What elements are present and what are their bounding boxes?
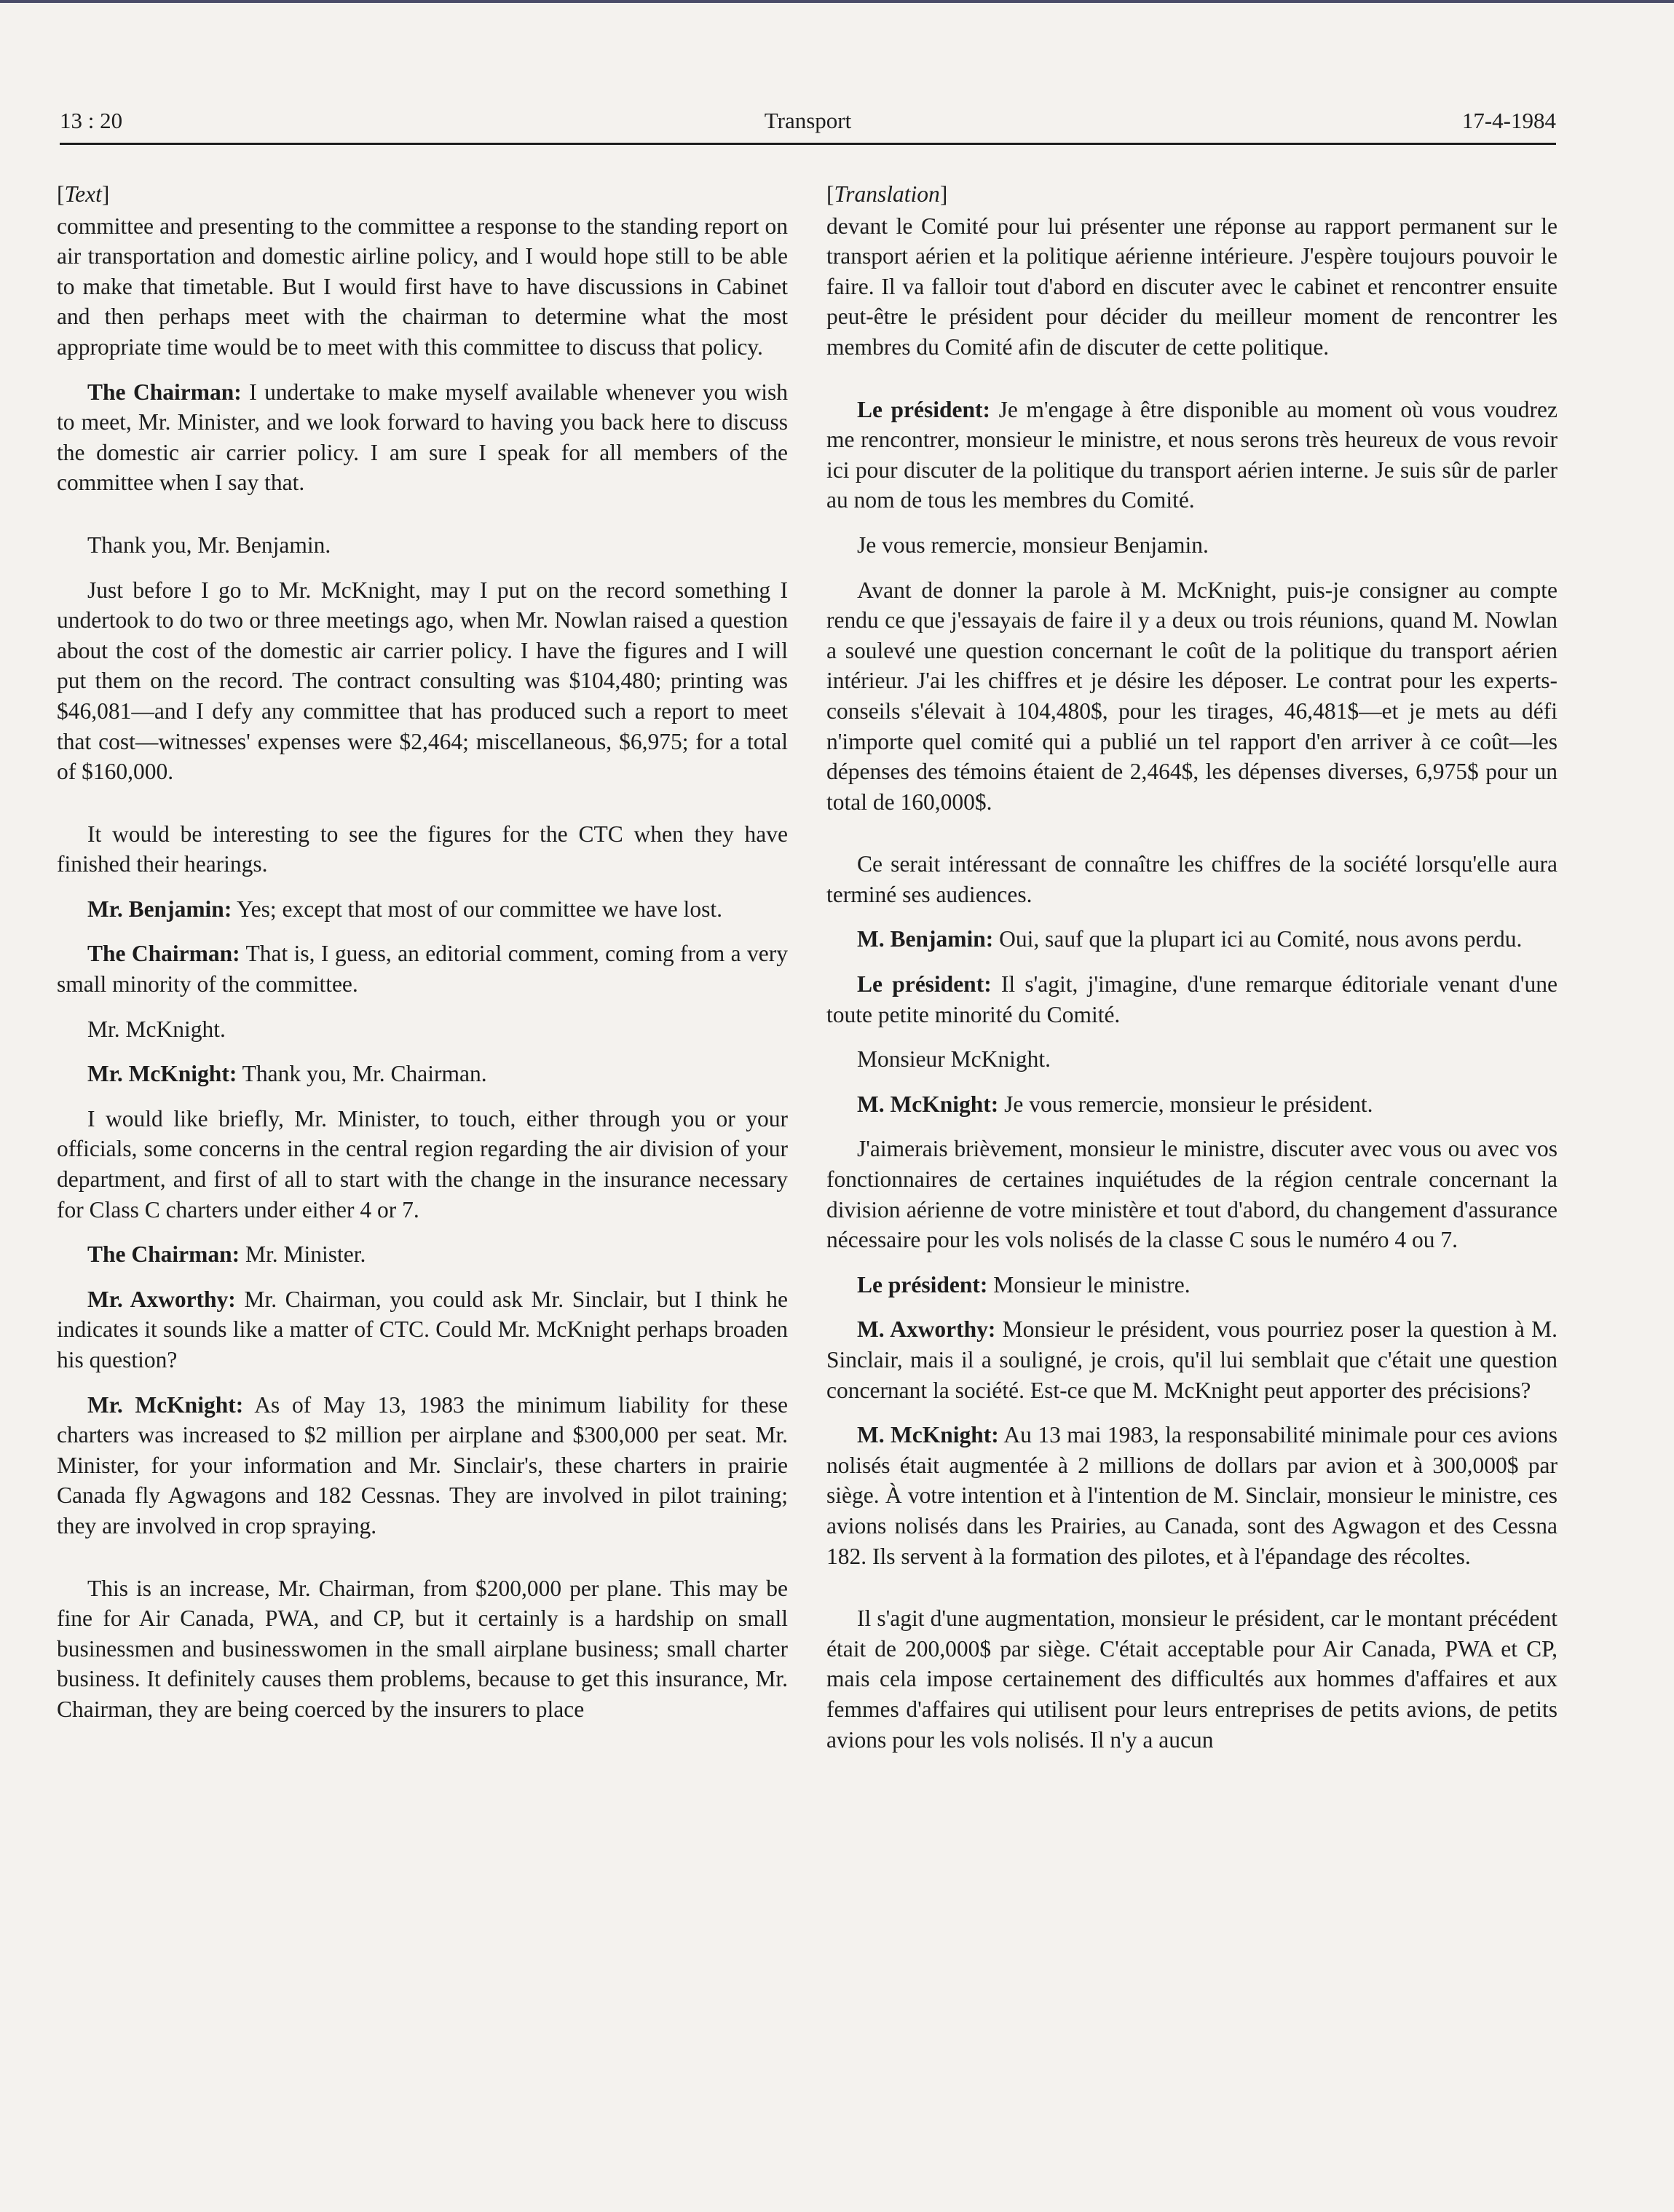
paragraph: [57, 377, 788, 498]
paragraph: [826, 1089, 1557, 1120]
column-tag-label: Text: [64, 181, 102, 207]
paragraph: [826, 1420, 1557, 1571]
speaker-name: M. McKnight:: [857, 1091, 999, 1117]
column-tag: [Translation]: [826, 181, 948, 207]
paragraph: [826, 575, 1557, 818]
speaker-name: Mr. McKnight:: [87, 1061, 237, 1087]
paragraph: [57, 530, 788, 561]
paragraph-text: Je vous remercie, monsieur Benjamin.: [857, 532, 1209, 558]
paragraph-text: This is an increase, Mr. Chairman, from $200,000 per plane. This may be fine for Air Canada, PWA, and CP, but it certainly is a hardship on small businessmen and businesswomen in the small airplane business; small charter business. It definitely causes them problems, because to get this insurance, Mr. Chairman, they are being coerced by the insurers to place: [57, 1575, 788, 1722]
paragraph-text: Thank you, Mr. Benjamin.: [87, 532, 331, 558]
paragraph: [57, 1284, 788, 1375]
running-title: Transport: [764, 108, 852, 133]
paragraph: [826, 1270, 1557, 1300]
paragraph-text: Je vous remercie, monsieur le président.: [998, 1091, 1373, 1117]
speaker-name: Le président:: [857, 1271, 988, 1297]
paragraph: [826, 1314, 1557, 1405]
paragraph: [57, 1573, 788, 1725]
speaker-name: Le président:: [857, 971, 992, 998]
paragraph: [826, 1044, 1557, 1075]
paragraph-text: Monsieur le président, vous pourriez poser la question à M. Sinclair, mais il a souligné, je crois, qu'il lui semblait que c'était une question concernant la société. Est-ce que M. McKnight peut apporter des précisions?: [826, 1316, 1557, 1403]
page-number: 13 : 20: [60, 108, 123, 133]
speaker-name: Mr. McKnight:: [87, 1391, 244, 1418]
paragraph: [826, 1603, 1557, 1755]
speaker-name: Mr. Benjamin:: [87, 896, 232, 922]
paragraph-text: Thank you, Mr. Chairman.: [237, 1061, 487, 1087]
header-rule: [60, 143, 1556, 145]
paragraph-text: Monsieur McKnight.: [857, 1046, 1051, 1073]
english-column: [57, 179, 788, 1739]
paragraph: [57, 1390, 788, 1541]
paragraph-text: J'aimerais brièvement, monsieur le ministre, discuter avec vous ou avec vos fonctionnaires de certaines inquiétudes de la région centrale concernant la division aérienne de votre ministère et tout d'abord, du changement d'assurance nécessaire pour les vols nolisés de la classe C sous le numéro 4 ou 7.: [826, 1136, 1557, 1253]
paragraph: [826, 395, 1557, 516]
paragraph: [57, 1014, 788, 1045]
paragraph-text: Monsieur le ministre.: [987, 1271, 1191, 1297]
paragraph-text: committee and presenting to the committee a response to the standing report on air transportation and domestic airline policy, and I would hope still to be able to make that timetable. But I would first have to have discussions in Cabinet and then perhaps meet with the chairman to determine what the most appropriate time would be to meet with this committee to discuss that policy.: [57, 213, 788, 360]
paragraph-text: That is, I guess, an editorial comment, coming from a very small minority of the committee.: [57, 941, 788, 998]
paragraph-text: Il s'agit, j'imagine, d'une remarque éditoriale venant d'une toute petite minorité du Comité.: [826, 971, 1557, 1027]
paragraph: [57, 1239, 788, 1270]
paragraph: [826, 849, 1557, 909]
paragraph-text: Oui, sauf que la plupart ici au Comité, nous avons perdu.: [993, 926, 1523, 952]
paragraph-text: Je m'engage à être disponible au moment où vous voudrez me rencontrer, monsieur le ministre, et nous serons très heureux de vous revoir ici pour discuter de la politique du transport aérien interne. Je suis sûr de parler au nom de tous les membres du Comité.: [826, 396, 1557, 513]
paragraph: [57, 939, 788, 999]
speaker-name: Le président:: [857, 396, 991, 422]
paragraph: [57, 1104, 788, 1225]
column-tag-label: Translation: [834, 181, 940, 207]
paragraph: [57, 819, 788, 880]
top-border: [0, 0, 1674, 3]
speaker-name: M. Axworthy:: [857, 1316, 996, 1343]
paragraph: [826, 924, 1557, 955]
paragraph: [57, 1059, 788, 1089]
paragraph: [826, 969, 1557, 1030]
paragraph: [57, 575, 788, 787]
paragraph-text: Il s'agit d'une augmentation, monsieur le président, car le montant précédent était de 200,000$ par siège. C'était acceptable pour Air Canada, PWA et CP, mais cela impose certainement des difficultés aux hommes d'affaires et aux femmes d'affaires qui utilisent pour leurs entreprises de petits avions, de petits avions pour les vols nolisés. Il n'y a aucun: [826, 1605, 1557, 1753]
paragraph-text: It would be interesting to see the figures for the CTC when they have finished their hearings.: [57, 821, 788, 877]
column-tag: [Text]: [57, 181, 110, 207]
paragraph-text: I would like briefly, Mr. Minister, to touch, either through you or your officials, some concerns in the central region regarding the air division of your department, and first of all to start with the change in the insurance necessary for Class C charters under either 4 or 7.: [57, 1105, 788, 1222]
paragraph-text: Au 13 mai 1983, la responsabilité minimale pour ces avions nolisés était augmentée à 2 millions de dollars par avion et à 300,000$ par siège. À votre intention et à l'intention de M. Sinclair, monsieur le ministre, ces avions nolisés dans les Prairies, au Canada, sont des Agwagon et des Cessna 182. Ils servent à la formation des pilotes, et à l'épandage des récoltes.: [826, 1422, 1558, 1569]
paragraph: [57, 894, 788, 925]
speaker-name: M. McKnight:: [857, 1422, 999, 1448]
paragraph-text: Mr. Minister.: [240, 1241, 366, 1268]
speaker-name: The Chairman:: [87, 1241, 240, 1268]
paragraph: [826, 211, 1557, 363]
speaker-name: The Chairman:: [87, 941, 240, 967]
paragraph-text: devant le Comité pour lui présenter une réponse au rapport permanent sur le transport aérien et la politique aérienne intérieure. J'espère toujours pouvoir le faire. Il va falloir tout d'abord en discuter avec le cabinet et rencontrer ensuite peut-être le président pour décider du meilleur moment de rencontrer les membres du Comité afin de discuter de cette politique.: [826, 213, 1557, 360]
paragraph-text: Mr. McKnight.: [87, 1016, 226, 1042]
paragraph-text: Yes; except that most of our committee we have lost.: [232, 896, 722, 922]
speaker-name: M. Benjamin:: [857, 926, 994, 952]
paragraph-text: Just before I go to Mr. McKnight, may I put on the record something I undertook to do two or three meetings ago, when Mr. Nowlan raised a question about the cost of the domestic air carrier policy. I have the figures and I will put them on the record. The contract consulting was $104,480; printing was $46,081—and I defy any committee that has produced such a report to meet that cost—witnesses' expenses were $2,464; miscellaneous, $6,975; for a total of $160,000.: [57, 577, 788, 785]
paragraph-text: Mr. Chairman, you could ask Mr. Sinclair, but I think he indicates it sounds like a matter of CTC. Could Mr. McKnight perhaps broaden his question?: [57, 1286, 789, 1372]
paragraph: [826, 530, 1557, 561]
speaker-name: Mr. Axworthy:: [87, 1286, 236, 1312]
paragraph-text: Avant de donner la parole à M. McKnight, puis-je consigner au compte rendu ce que j'essayais de faire il y a deux ou trois réunions, quand M. Nowlan a soulevé une question concernant le coût de la politique du transport aérien intérieur. J'ai les chiffres et je désire les déposer. Le contrat pour les experts-conseils s'élevait à 104,480$, pour les tirages, 46,481$—et je mets au défi n'importe quel comité qui a publié un tel rapport d'en arriver à ce coût—les dépenses des témoins étaient de 2,464$, les dépenses diverses, 6,975$ pour un total de 160,000$.: [826, 577, 1557, 815]
paragraph: [57, 211, 788, 363]
page-date: 17-4-1984: [1461, 108, 1556, 133]
paragraph-text: Ce serait intéressant de connaître les chiffres de la société lorsqu'elle aura terminé ses audiences.: [826, 851, 1557, 907]
paragraph-text: I undertake to make myself available whenever you wish to meet, Mr. Minister, and we look forward to having you back here to discuss the domestic air carrier policy. I am sure I speak for all members of the committee when I say that.: [57, 379, 788, 496]
paragraph: [826, 1134, 1557, 1255]
paragraph-text: As of May 13, 1983 the minimum liability for these charters was increased to $2 million per airplane and $300,000 per seat. Mr. Minister, for your information and Mr. Sinclair's, these charters in prairie Canada fly Agwagons and 182 Cessnas. They are involved in pilot training; they are involved in crop spraying.: [57, 1391, 788, 1538]
french-column: [826, 179, 1557, 1769]
speaker-name: The Chairman:: [87, 379, 242, 405]
